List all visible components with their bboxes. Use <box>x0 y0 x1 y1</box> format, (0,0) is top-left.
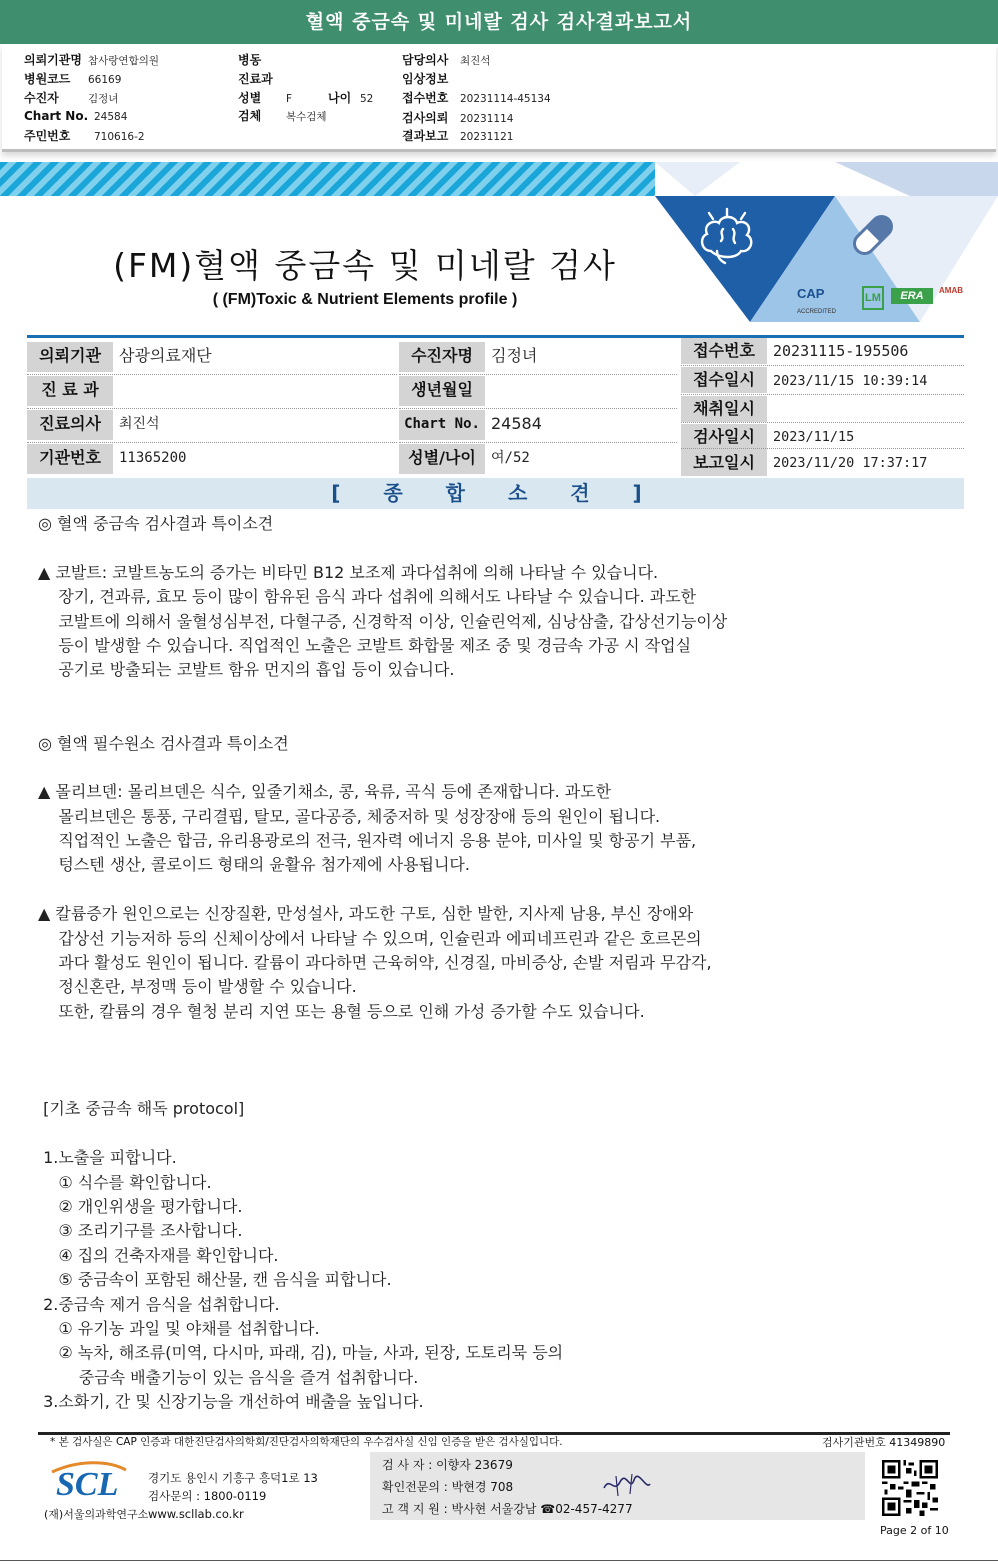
info-label-patient-name: 수진자명 <box>399 342 485 372</box>
body-line: ③ 조리기구를 조사합니다. <box>38 1221 243 1241</box>
body-line: ④ 집의 건축자재를 확인합니다. <box>38 1245 279 1265</box>
body-line: 장기, 견과류, 효모 등이 많이 함유된 음식 과다 섭취에 의해서도 나타날 수 있습니다. 과도한 <box>38 587 697 607</box>
body-line: ▲ 몰리브덴: 몰리브덴은 식수, 잎줄기채소, 콩, 육류, 곡식 등에 존재합니다. 과도한 <box>38 782 612 802</box>
lm-logo: LM <box>862 286 884 310</box>
info-label-report-time: 보고일시 <box>681 450 767 476</box>
body-line: 직업적인 노출은 합금, 유리용광로의 전극, 원자력 에너지 응용 분야, 미사일 및 항공기 부품, <box>38 831 697 851</box>
info-label-inst-no: 기관번호 <box>27 444 113 474</box>
body-line: 2.중금속 제거 음식을 섭취합니다. <box>38 1294 280 1314</box>
specialist-line: 확인전문의 : 박현경 708 <box>382 1480 514 1494</box>
lab-address <box>148 1469 318 1523</box>
document-title: (FM)혈액 중금속 및 미네랄 검사 <box>113 246 617 285</box>
info-value-test-time: 2023/11/15 <box>773 429 855 445</box>
info-label-doctor: 진료의사 <box>27 410 113 440</box>
info-label-collect-time: 채취일시 <box>681 396 767 422</box>
body-line: 몰리브덴은 통풍, 구리결핍, 탈모, 골다공증, 체중저하 및 성장장애 등의 원인이 됩니다. <box>38 806 661 826</box>
body-line: [기초 중금속 해독 protocol] <box>38 1099 245 1119</box>
meta-receipt-no: 접수번호 20231114-45134 <box>402 91 551 105</box>
lab-org-number: 검사기관번호 41349890 <box>822 1436 946 1449</box>
institute-name: (재)서울의과학연구소 <box>44 1508 149 1521</box>
scl-logo: SCL <box>56 1466 119 1503</box>
info-value-sex-age: 여/52 <box>491 450 530 466</box>
body-line: ② 개인위생을 평가합니다. <box>38 1196 243 1216</box>
body-line: ② 녹차, 해조류(미역, 다시마, 파래, 김), 마늘, 사과, 된장, 도토리묵 등의 <box>38 1343 564 1363</box>
body-line: 텅스텐 생산, 콜로이드 형태의 윤활유 첨가제에 사용됩니다. <box>38 855 470 875</box>
info-label-dept: 진 료 과 <box>27 376 113 406</box>
support-line: 고 객 지 원 : 박사현 서울강남 ☎02-457-4277 <box>382 1502 633 1516</box>
contact-phone: 검사문의 : 1800-0119 <box>148 1489 267 1503</box>
body-line: ▲ 칼륨증가 원인으로는 신장질환, 만성설사, 과도한 구토, 심한 발한, 지사제 남용, 부신 장애와 <box>38 904 694 924</box>
meta-specimen: 검체 복수검체 <box>238 109 327 123</box>
summary-section-heading: [ 종 합 소 견 ] <box>27 478 964 509</box>
meta-report-date: 결과보고 20231121 <box>402 129 514 143</box>
examiner-line: 검 사 자 : 이향자 23679 <box>382 1458 513 1472</box>
meta-chart-no: Chart No. 24584 <box>24 109 128 123</box>
meta-age: 나이 52 <box>328 91 374 105</box>
body-line <box>38 536 938 560</box>
footer-divider <box>38 1432 950 1435</box>
body-line: 등이 발생할 수 있습니다. 직업적인 노출은 코발트 화합물 제조 중 및 경금속 가공 시 작업실 <box>38 635 692 655</box>
body-line: 갑상선 기능저하 등의 신체이상에서 나타날 수 있으며, 인슐린과 에피네프린과 같은 호르몬의 <box>38 928 702 948</box>
signature-image <box>602 1470 652 1500</box>
info-label-sex-age: 성별/나이 <box>399 444 485 474</box>
info-value-chart-no: 24584 <box>491 414 542 433</box>
body-line: ① 식수를 확인합니다. <box>38 1172 212 1192</box>
body-line: 3.소화기, 간 및 신장기능을 개선하여 배출을 높입니다. <box>38 1392 424 1412</box>
info-value-inst-no: 11365200 <box>119 450 187 466</box>
info-label-test-time: 검사일시 <box>681 424 767 450</box>
meta-clinical-info: 임상정보 <box>402 72 449 86</box>
body-line <box>38 1122 938 1146</box>
body-line: ① 유기농 과일 및 야채를 섭취합니다. <box>38 1318 320 1338</box>
body-line <box>38 756 938 780</box>
body-line: ◎ 혈액 중금속 검사결과 특이소견 <box>38 514 274 533</box>
info-label-chart-no: Chart No. <box>399 410 485 440</box>
body-line <box>38 683 938 707</box>
body-line: ▲ 코발트: 코발트농도의 증가는 비타민 B12 보조제 과다섭취에 의해 나타날 수 있습니다. <box>38 562 659 582</box>
meta-patient: 수진자 김정녀 <box>24 91 119 105</box>
patient-info-table <box>27 335 964 472</box>
body-line: 공기로 방출되는 코발트 함유 먼지의 흡입 등이 있습니다. <box>38 660 455 680</box>
meta-hospital-code: 병원코드 66169 <box>24 72 122 86</box>
meta-sex: 성별 F <box>238 91 293 105</box>
meta-doctor: 담당의사 최진석 <box>402 53 491 67</box>
document-subtitle: ( (FM)Toxic & Nutrient Elements profile ) <box>212 291 518 308</box>
body-line <box>38 1073 938 1097</box>
body-line: ⑤ 중금속이 포함된 해산물, 캔 음식을 피합니다. <box>38 1270 392 1290</box>
info-label-receipt-no: 접수번호 <box>681 338 767 364</box>
report-header-title: 혈액 중금속 및 미네랄 검사 검사결과보고서 <box>0 0 998 44</box>
qr-code-icon <box>882 1460 938 1516</box>
info-value-receipt-time: 2023/11/15 10:39:14 <box>773 373 928 389</box>
meta-requesting-org: 의뢰기관명 참사랑연합의원 <box>24 53 160 67</box>
capsule-icon <box>845 207 901 263</box>
body-line: 코발트에 의해서 울혈성심부전, 다혈구증, 신경학적 이상, 인슐린억제, 심낭삼출, 갑상선기능이상 <box>38 611 728 631</box>
address-line: 경기도 용인시 기흥구 흥덕1로 13 <box>148 1471 318 1485</box>
meta-request-date: 검사의뢰 20231114 <box>402 111 514 125</box>
body-line <box>38 878 938 902</box>
info-value-receipt-no: 20231115-195506 <box>773 342 909 360</box>
info-value-doctor: 최진석 <box>119 416 160 432</box>
body-line: ◎ 혈액 필수원소 검사결과 특이소견 <box>38 733 289 753</box>
info-label-org: 의뢰기관 <box>27 342 113 372</box>
body-line <box>38 1049 938 1073</box>
page-number: Page 2 of 10 <box>880 1524 949 1537</box>
summary-body <box>38 512 938 1414</box>
cap-logo: CAP ACCREDITED <box>797 286 837 315</box>
website-link[interactable]: www.scllab.co.kr <box>148 1507 244 1521</box>
info-value-org: 삼광의료재단 <box>119 346 212 365</box>
info-label-receipt-time: 접수일시 <box>681 367 767 393</box>
amab-logo: AMAB <box>939 286 963 295</box>
meta-ward: 병동 <box>238 53 262 67</box>
body-line: 중금속 배출기능이 있는 음식을 즐겨 섭취합니다. <box>38 1367 419 1387</box>
body-line: 1.노출을 피합니다. <box>38 1148 177 1168</box>
certification-note: * 본 검사실은 CAP 인증과 대한진단검사의학회/진단검사의학재단의 우수검사실 신임 인증을 받은 검사실입니다. <box>50 1436 563 1448</box>
meta-id-no: 주민번호 710616-2 <box>24 129 145 143</box>
body-line: 과다 활성도 원인이 됩니다. 칼륨이 과다하면 근육허약, 신경질, 마비증상, 손발 저림과 무감각, <box>38 953 712 973</box>
meta-department: 진료과 <box>238 72 273 86</box>
body-line: 정신혼란, 부정맥 등이 발생할 수 있습니다. <box>38 977 357 997</box>
body-line: 또한, 칼륨의 경우 혈청 분리 지연 또는 용혈 등으로 인해 가성 증가할 수도 있습니다. <box>38 1001 645 1021</box>
patient-meta-panel <box>2 44 996 152</box>
body-line <box>38 1024 938 1048</box>
info-value-report-time: 2023/11/20 17:37:17 <box>773 455 928 471</box>
era-logo: ERA <box>891 288 933 304</box>
page-bottom-rule <box>0 1560 998 1561</box>
body-line <box>38 707 938 731</box>
info-label-birthdate: 생년월일 <box>399 376 485 406</box>
info-value-patient-name: 김정녀 <box>491 346 538 365</box>
